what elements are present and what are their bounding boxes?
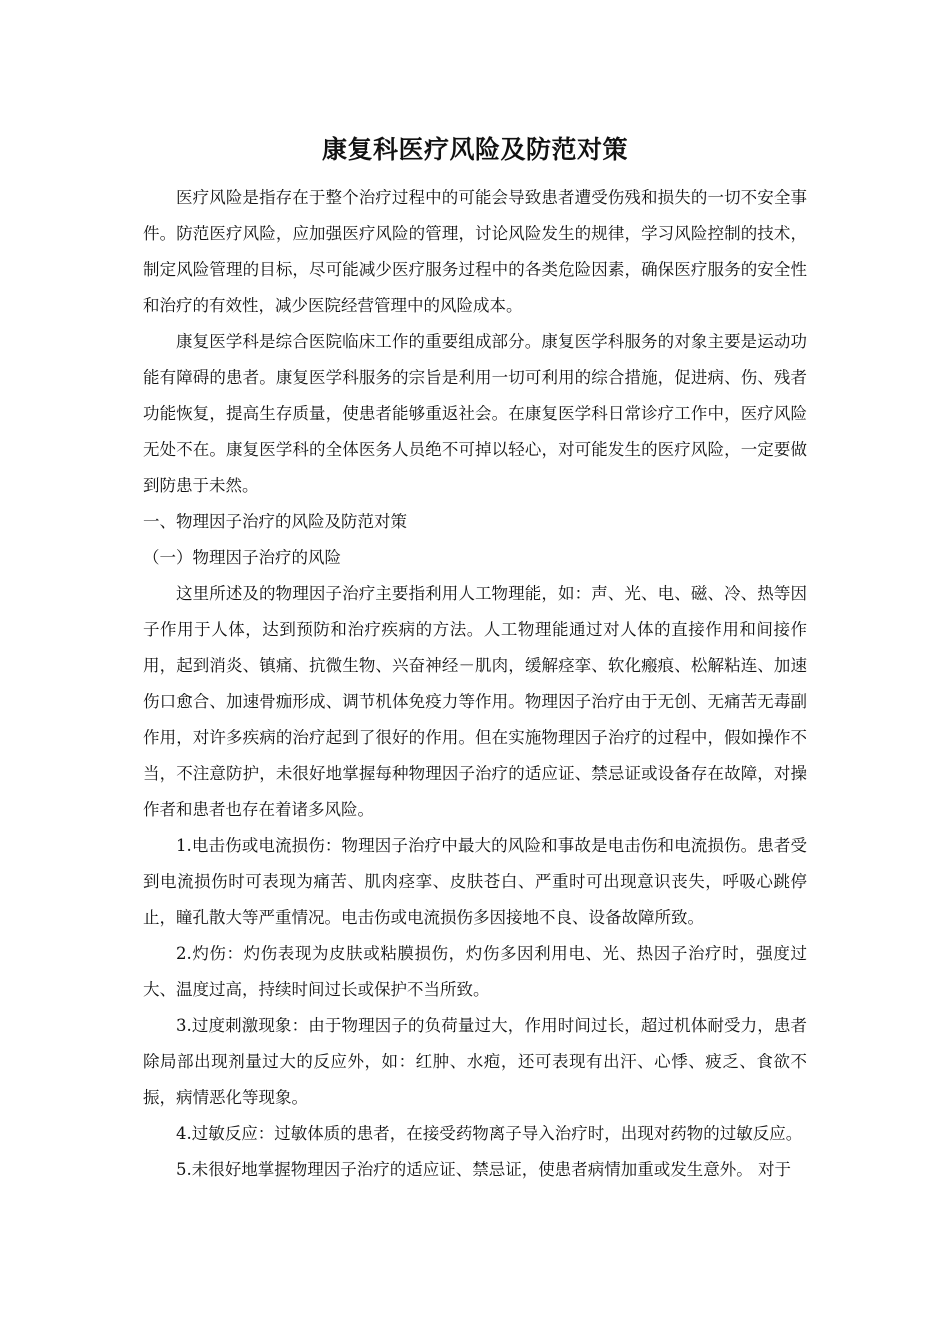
list-item-burn: 2.灼伤：灼伤表现为皮肤或粘膜损伤，灼伤多因利用电、光、热因子治疗时，强度过大、温度过高，持续时间过长或保护不当所致。 [143,944,807,999]
intro-paragraph-1: 医疗风险是指存在于整个治疗过程中的可能会导致患者遭受伤残和损失的一切不安全事件。防范医疗风险，应加强医疗风险的管理，讨论风险发生的规律，学习风险控制的技术，制定风险管理的目标，尽可能减少医疗服务过程中的各类危险因素，确保医疗服务的安全性和治疗的有效性，减少医院经营管理中的风险成本。 [143,188,807,315]
list-item-allergy: 4.过敏反应：过敏体质的患者，在接受药物离子导入治疗时，出现对药物的过敏反应。 [176,1124,803,1143]
subsection-heading: （一）物理因子治疗的风险 [143,548,341,567]
document-title: 康复科医疗风险及防范对策 [321,135,628,164]
list-item-indication: 5.未很好地掌握物理因子治疗的适应证、禁忌证，使患者病情加重或发生意外。 对于 [176,1160,791,1179]
intro-paragraph-2: 康复医学科是综合医院临床工作的重要组成部分。康复医学科服务的对象主要是运动功能有障碍的患者。康复医学科服务的宗旨是利用一切可利用的综合措施，促进病、伤、残者功能恢复，提高生存质量，使患者能够重返社会。在康复医学科日常诊疗工作中，医疗风险无处不在。康复医学科的全体医务人员绝不可掉以轻心，对可能发生的医疗风险，一定要做到防患于未然。 [143,332,807,495]
document-body [143,180,807,1188]
list-item-electric-injury: 1.电击伤或电流损伤：物理因子治疗中最大的风险和事故是电击伤和电流损伤。患者受到电流损伤时可表现为痛苦、肌肉痉挛、皮肤苍白、严重时可出现意识丧失，呼吸心跳停止，瞳孔散大等严重情况。电击伤或电流损伤多因接地不良、设备故障所致。 [143,836,807,927]
section-paragraph-1: 这里所述及的物理因子治疗主要指利用人工物理能，如：声、光、电、磁、冷、热等因子作用于人体，达到预防和治疗疾病的方法。人工物理能通过对人体的直接作用和间接作用，起到消炎、镇痛、抗微生物、兴奋神经－肌肉，缓解痉挛、软化瘢痕、松解粘连、加速伤口愈合、加速骨痂形成、调节机体免疫力等作用。物理因子治疗由于无创、无痛苦无毒副作用，对许多疾病的治疗起到了很好的作用。但在实施物理因子治疗的过程中，假如操作不当，不注意防护，未很好地掌握每种物理因子治疗的适应证、禁忌证或设备存在故障，对操作者和患者也存在着诸多风险。 [143,584,807,819]
list-item-overstimulation: 3.过度刺激现象：由于物理因子的负荷量过大，作用时间过长，超过机体耐受力，患者除局部出现剂量过大的反应外，如：红肿、水疱，还可表现有出汗、心悸、疲乏、食欲不振，病情恶化等现象。 [143,1016,807,1107]
section-heading: 一、物理因子治疗的风险及防范对策 [143,512,407,531]
